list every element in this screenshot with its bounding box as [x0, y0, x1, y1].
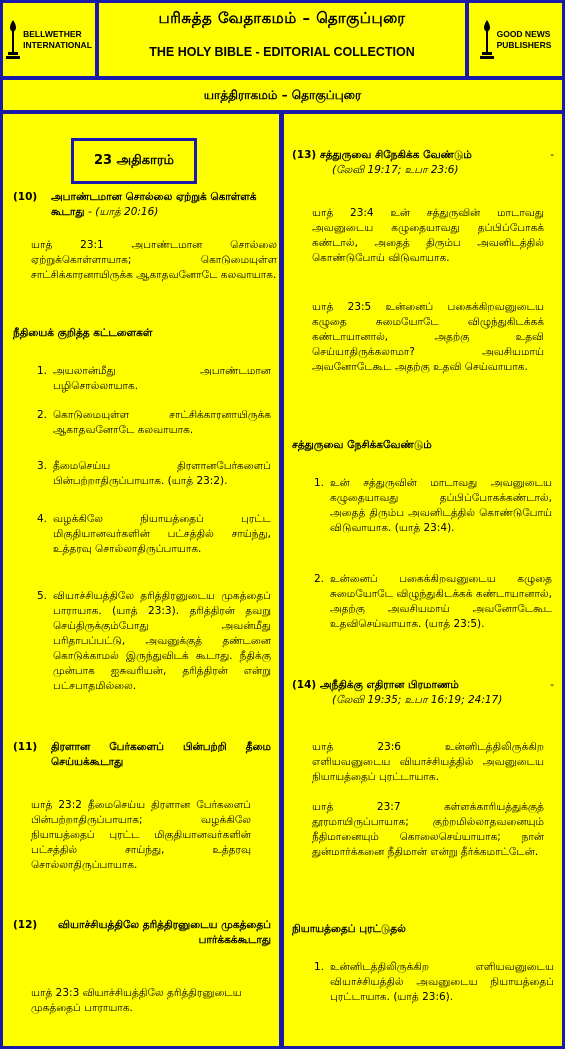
section-11-number: (11)	[13, 741, 38, 753]
lamp-icon	[6, 20, 20, 60]
list-item: 5. வியாச்சியத்திலே தரித்திரனுடைய முகத்தைப் பாராயாக. (யாத் 23:3). தரித்திரன் தவறு செய்திருக்கும்போது அவன்மீது பரிதாபப்பட்டு, அவனுக்குத் தண்டனை கொடுக்காமல் இருந்துவிடக் கூடாது. நீதிக்கு முன்பாக ஐசுவரியன், தரித்திரன் என்று பட்சபாதமில்லை.	[37, 590, 271, 692]
left-logo-line2: INTERNATIONAL	[23, 39, 92, 50]
right-logo-line2: PUBLISHERS	[496, 39, 552, 50]
list-item: 4. வழக்கிலே நியாயத்தைப் புரட்ட மிகுதியானவர்களின் பட்சத்தில் சாய்ந்து, உத்தரவு சொல்லாதிருப்பாயாக.	[37, 513, 271, 555]
verse-23-7: யாத் 23:7 கள்ளக்காரியத்துக்குத் தூரமாயிருப்பாயாக; குற்றமில்லாதவனையும் நீதிமானையும் கொலைசெய்யாயாக; நான் துன்மார்க்கனை நீதிமான் என்று தீர்க்கமாட்டேன்.	[312, 801, 544, 858]
section-13-title: சத்துருவை சிநேகிக்க வேண்டும்	[319, 149, 472, 161]
verse-23-5: யாத் 23:5 உன்னைப் பகைக்கிறவனுடைய கழுதை சுமையோடே விழுந்துகிடக்கக் கண்டாயானால், அதற்கு உதவி செய்யாதிருக்கலாமா? அவசியமாய் அவனோடேகூட அதற்கு உதவி செய்வாயாக.	[312, 301, 544, 373]
section-10-heading	[13, 190, 271, 220]
book-subtitle: யாத்திராகமம் – தொகுப்புரை	[3, 80, 562, 110]
section-11-title: திரளான பேர்களைப் பின்பற்றி தீமை செய்யக்கூடாது	[51, 741, 271, 768]
section-14-dash: -	[550, 679, 554, 691]
list-item: 1. உன் சத்துருவின் மாடாவது அவனுடைய கழுதையாவது தப்பிப்போகக்கண்டால், அதைத் திரும்ப அவனிடத்தில் கொண்டுபோய் விடுவாயாக. (யாத் 23:4).	[314, 477, 552, 534]
section-14-number: (14)	[292, 679, 317, 691]
title-box	[99, 3, 465, 76]
chapter-badge: 23 அதிகாரம்	[71, 138, 197, 184]
good-news-logo	[469, 3, 562, 76]
right-logo-line1: GOOD NEWS	[496, 28, 551, 39]
section-13-ref: (லேவி 19:17; உபா 23:6)	[332, 164, 459, 176]
section-14-ref: (லேவி 19:35; உபா 16:19; 24:17)	[332, 694, 503, 706]
list-item: 2. உன்னைப் பகைக்கிறவனுடைய கழுதை சுமையோடே விழுந்துகிடக்கக் கண்டாயானால், அதற்கு அவசியமாய் அவனோடேகூட உதவிசெய்வாயாக. (யாத் 23:5).	[314, 573, 552, 630]
justice-heading: நீதியைக் குறித்த கட்டளைகள்	[13, 327, 153, 339]
section-10-title: அபாண்டமான சொல்லை ஏற்றுக் கொள்ளக் கூடாது	[51, 191, 257, 218]
right-column	[284, 114, 562, 1046]
love-enemy-heading: சத்துருவை நேசிக்கவேண்டும்	[292, 439, 432, 451]
list-item: 2. கொடுமையுள்ள சாட்சிக்காரனாயிருக்க ஆகாதவனோடே கலவாயாக.	[37, 409, 271, 436]
section-14-heading	[292, 678, 554, 708]
list-item: 3. தீமைசெய்ய திரளானபேர்களைப் பின்பற்றாதிருப்பாயாக. (யாத் 23:2).	[37, 460, 271, 487]
section-14-title: அநீதிக்கு எதிரான பிரமாணம்	[319, 679, 459, 691]
left-logo-line1: BELLWETHER	[23, 28, 82, 39]
section-13-heading	[292, 148, 554, 178]
list-item: 1. அயலான்மீது அபாண்டமான பழிசொல்லாயாக.	[37, 365, 271, 392]
section-11-heading	[13, 740, 271, 770]
verse-23-1: யாத் 23:1 அபாண்டமான சொல்லை ஏற்றுக்கொள்ளாயாக; கொடுமையுள்ள சாட்சிக்காரனாயிருக்க ஆகாதவனோடே கலவாயாக.	[31, 239, 277, 281]
justice-perversion-heading: நியாயத்தைப் புரட்டுதல்	[292, 923, 406, 935]
list-item: 1. உன்னிடத்திலிருக்கிற எளியவனுடைய வியாச்சியத்தில் அவனுடைய நியாயத்தைப் புரட்டாயாக. (யாத் 23:6).	[314, 961, 554, 1003]
section-10-ref: - (யாத் 20:16)	[88, 206, 159, 218]
section-13-dash: -	[550, 149, 554, 161]
section-10-number: (10)	[13, 191, 38, 203]
title-tamil: பரிசுத்த வேதாகமம் – தொகுப்புரை	[158, 9, 406, 27]
left-column	[3, 114, 279, 1046]
title-english: THE HOLY BIBLE - EDITORIAL COLLECTION	[149, 45, 415, 59]
verse-23-4: யாத் 23:4 உன் சத்துருவின் மாடாவது அவனுடைய கழுதையாவது தப்பிப்போகக் கண்டால், அதைத் திரும்ப அவனிடத்தில் கொண்டுபோய் விடுவாயாக.	[312, 207, 544, 264]
verse-23-6: யாத் 23:6 உன்னிடத்திலிருக்கிற எளியவனுடைய வியாச்சியத்தில் அவனுடைய நியாயத்தைப் புரட்டாயாக.	[312, 741, 544, 783]
verse-23-3: யாத் 23:3 வியாச்சியத்திலே தரித்திரனுடைய முகத்தைப் பாராயாக.	[31, 987, 242, 1014]
section-12-heading	[13, 918, 271, 948]
bellwether-logo	[3, 3, 95, 76]
lamp-icon	[480, 20, 494, 60]
verse-23-2: யாத் 23:2 தீமைசெய்ய திரளான பேர்களைப் பின்பற்றாதிருப்பாயாக; வழக்கிலே நியாயத்தைப் புரட்ட மிகுதியானவர்களின் பட்சத்தில் சாய்ந்து, உத்தரவு சொல்லாதிருப்பாயாக.	[31, 799, 251, 871]
section-12-number: (12)	[13, 919, 38, 931]
section-12-title: வியாச்சியத்திலே தரித்திரனுடைய முகத்தைப் பார்க்கக்கூடாது	[58, 919, 271, 946]
section-13-number: (13)	[292, 149, 317, 161]
